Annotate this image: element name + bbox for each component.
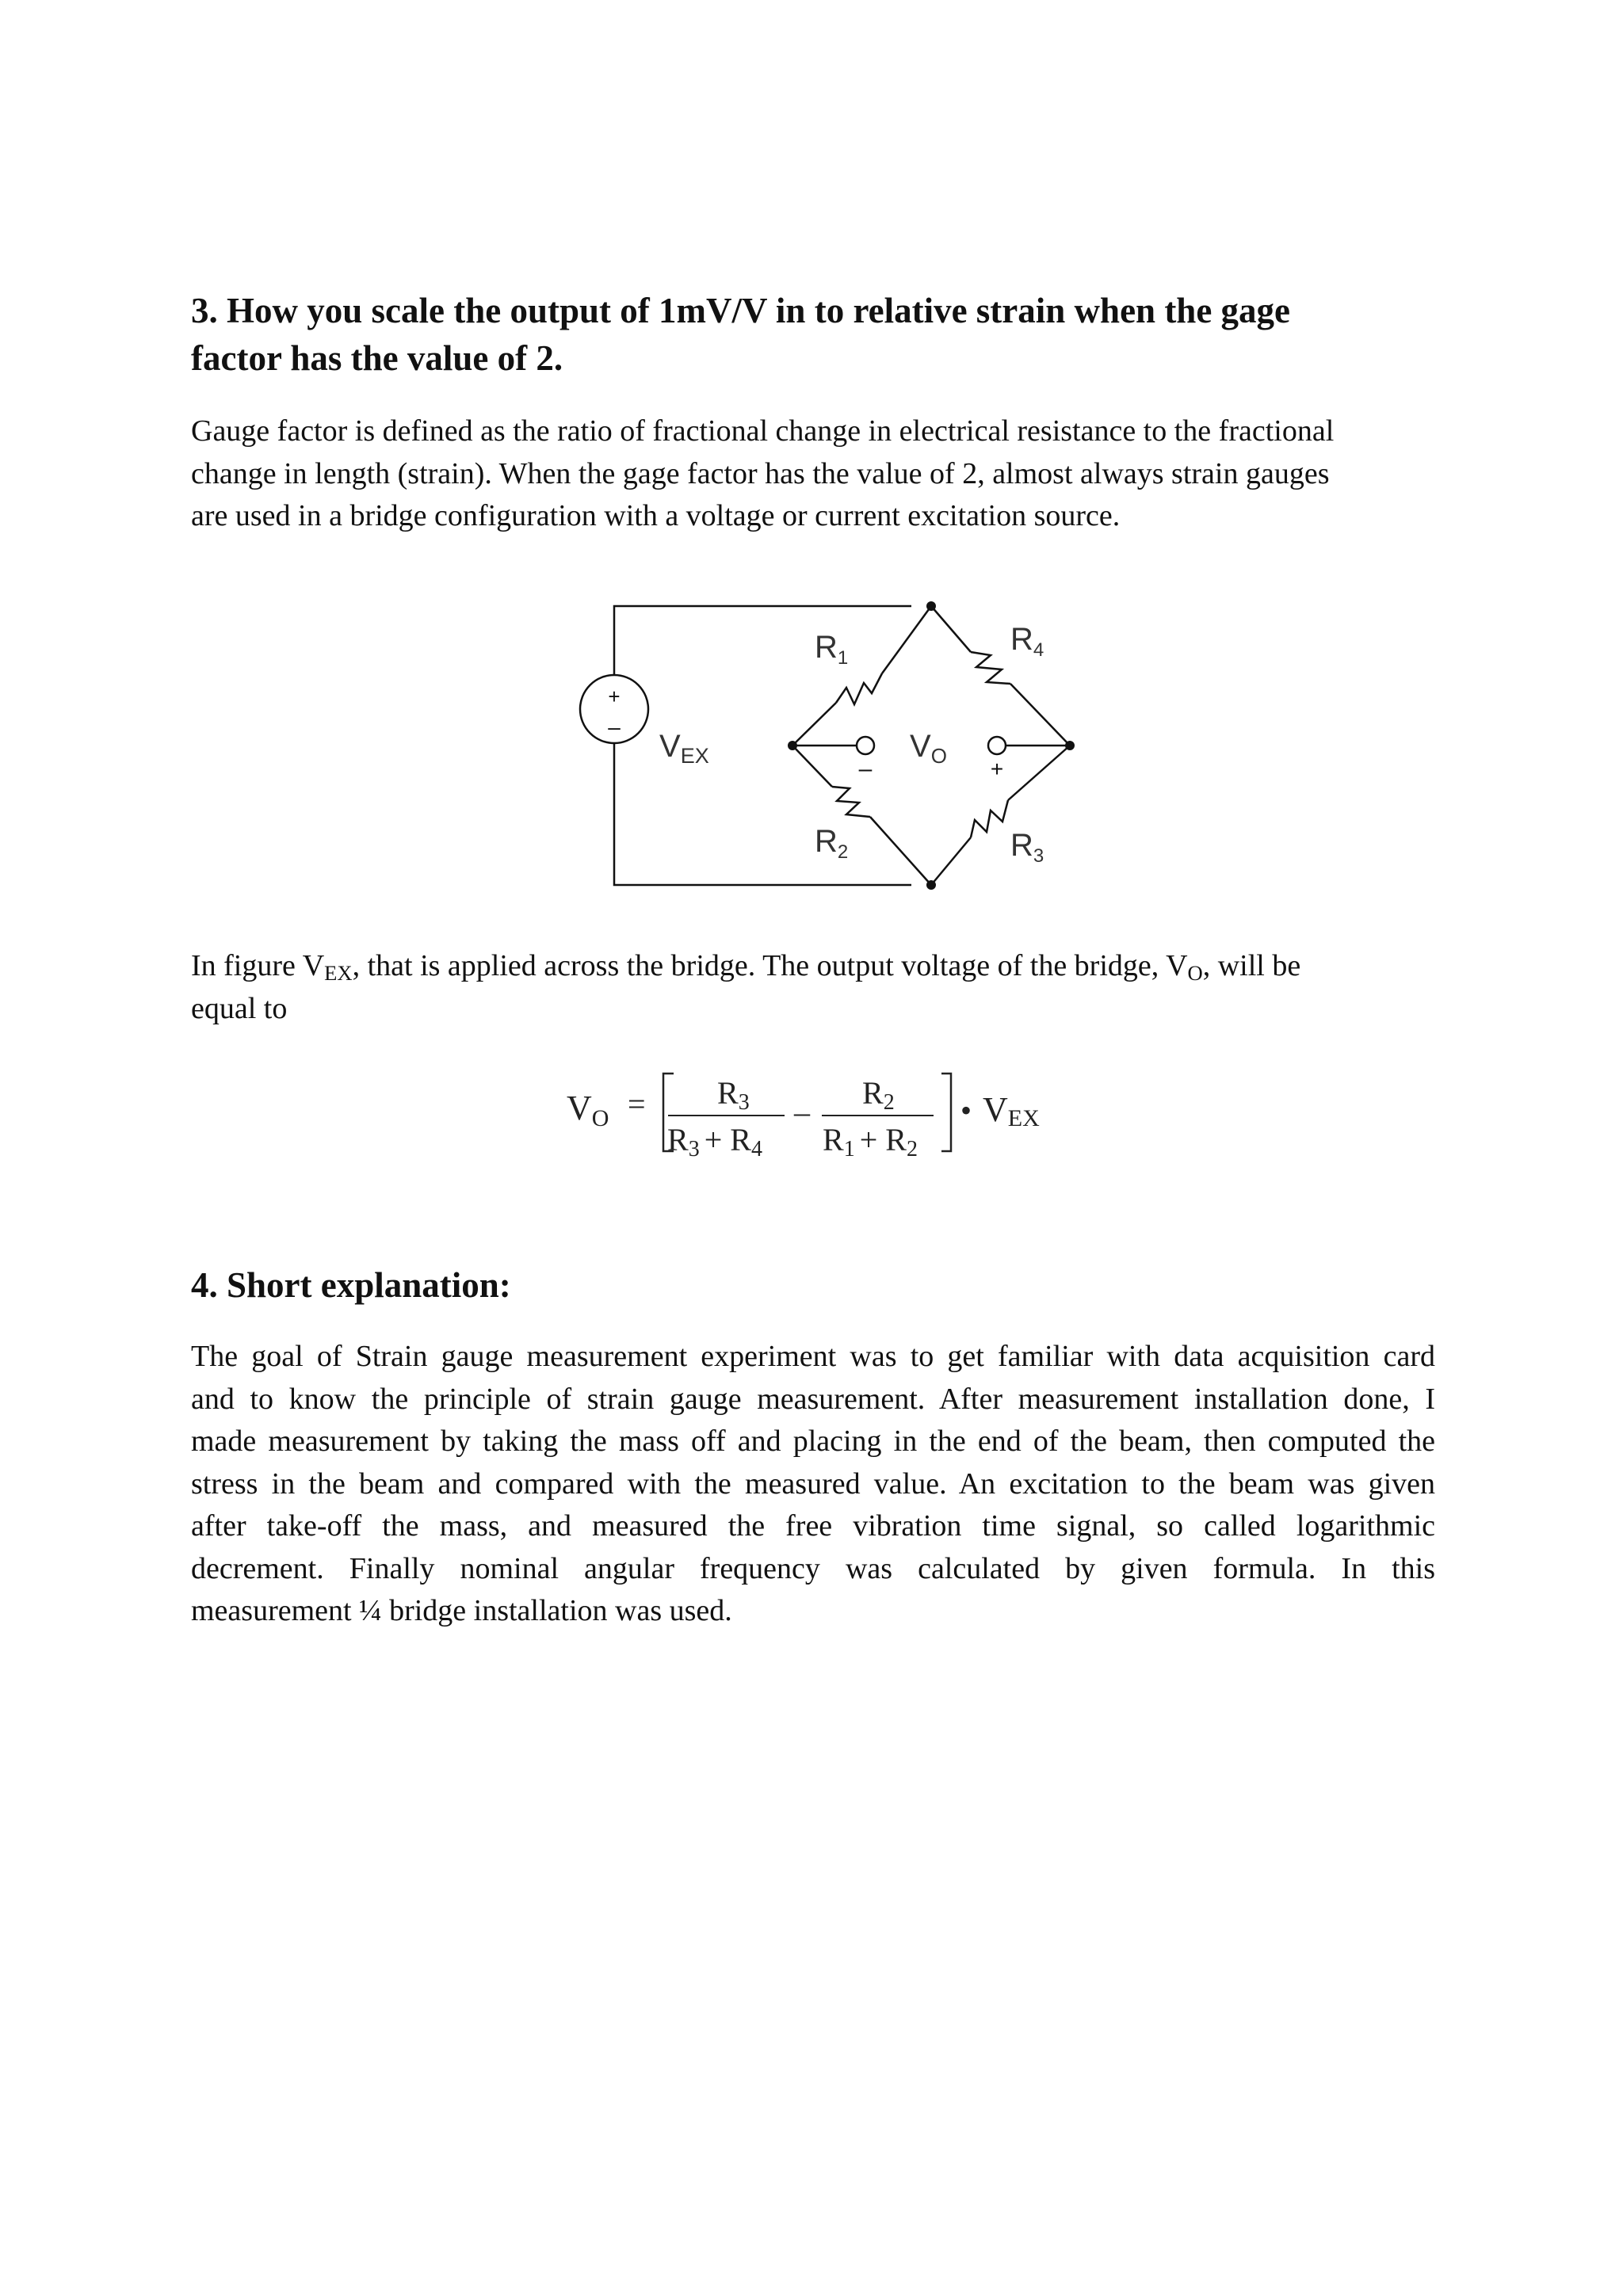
- intro-line-2: change in length (strain). When the gage factor has the value of 2, almost always strain gauges: [191, 456, 1330, 490]
- fraction2-denominator: R1 + R2: [823, 1122, 918, 1161]
- fraction2-numerator: R2: [862, 1075, 895, 1115]
- excitation-wire-top: [614, 606, 911, 675]
- section4-line: made measurement by taking the mass off and placing in the end of the beam, then computed the: [191, 1425, 1435, 1458]
- section3-heading-line1: 3. How you scale the output of 1mV/V in to relative strain when the gage: [191, 291, 1291, 330]
- bridge-output-formula: [555, 1058, 1094, 1161]
- section4-body: [191, 1336, 1435, 1633]
- r2-label: $R_2$: [815, 824, 849, 863]
- right-bracket: [941, 1074, 951, 1151]
- section4-line: stress in the beam and compared with the measured value. An excitation to the beam was given: [191, 1466, 1435, 1501]
- vo-minus-label: –: [858, 756, 873, 782]
- node-left: [788, 741, 797, 750]
- bridge-circuit-diagram: [571, 598, 1086, 899]
- node-right: [1065, 741, 1075, 750]
- vo-negative-terminal-icon: [857, 737, 874, 754]
- vex-label: $V_{EX}$: [659, 729, 709, 768]
- formula-minus: –: [794, 1094, 810, 1130]
- figure-description: In figure $V_{EX}$, that is applied across the bridge. The output voltage of the bridge, $V_O$, will be equal to: [191, 949, 1301, 1025]
- source-minus-label: –: [608, 715, 621, 739]
- formula-equals: =: [628, 1086, 646, 1122]
- r3-label: $R_3$: [1010, 828, 1044, 867]
- resistor-r1-icon: [836, 673, 882, 704]
- intro-line-1: Gauge factor is defined as the ratio of fractional change in electrical resistance to the fractional: [191, 414, 1335, 448]
- r4-label: $R_4$: [1010, 622, 1044, 661]
- section4-line: and to know the principle of strain gauge measurement. After measurement installation done, I: [191, 1382, 1435, 1416]
- section4-line: The goal of Strain gauge measurement experiment was to get familiar with data acquisition card: [191, 1340, 1435, 1373]
- source-plus-label: +: [608, 685, 621, 708]
- formula-lhs: VO: [567, 1089, 609, 1131]
- node-bottom: [926, 880, 936, 890]
- formula-rhs: VEX: [983, 1090, 1040, 1131]
- vo-positive-terminal-icon: [988, 737, 1006, 754]
- section4-heading: 4. Short explanation:: [191, 1265, 511, 1305]
- fraction1-numerator: R3: [717, 1075, 750, 1115]
- section3-intro: [191, 410, 1435, 538]
- resistor-r2-icon: [832, 787, 870, 817]
- section4-line: after take-off the mass, and measured the free vibration time signal, so called logarithmic: [191, 1509, 1435, 1543]
- section3-heading: [191, 287, 1459, 382]
- section4-line: measurement ¼ bridge installation was used.: [191, 1594, 732, 1627]
- node-top: [926, 601, 936, 611]
- section3-heading-line2: factor has the value of 2.: [191, 338, 563, 378]
- section4-line: decrement. Finally nominal angular frequency was calculated by given formula. In this: [191, 1551, 1435, 1585]
- r1-label: $R_1$: [815, 630, 849, 669]
- intro-line-3: are used in a bridge configuration with a voltage or current excitation source.: [191, 499, 1121, 532]
- vo-label: $V_O$: [910, 729, 947, 768]
- vo-plus-label: +: [990, 757, 1004, 781]
- resistor-r3-icon: [971, 800, 1008, 837]
- formula-dot: •: [960, 1093, 972, 1128]
- resistor-r4-icon: [971, 652, 1010, 684]
- fraction1-denominator: R3 + R4: [667, 1122, 762, 1161]
